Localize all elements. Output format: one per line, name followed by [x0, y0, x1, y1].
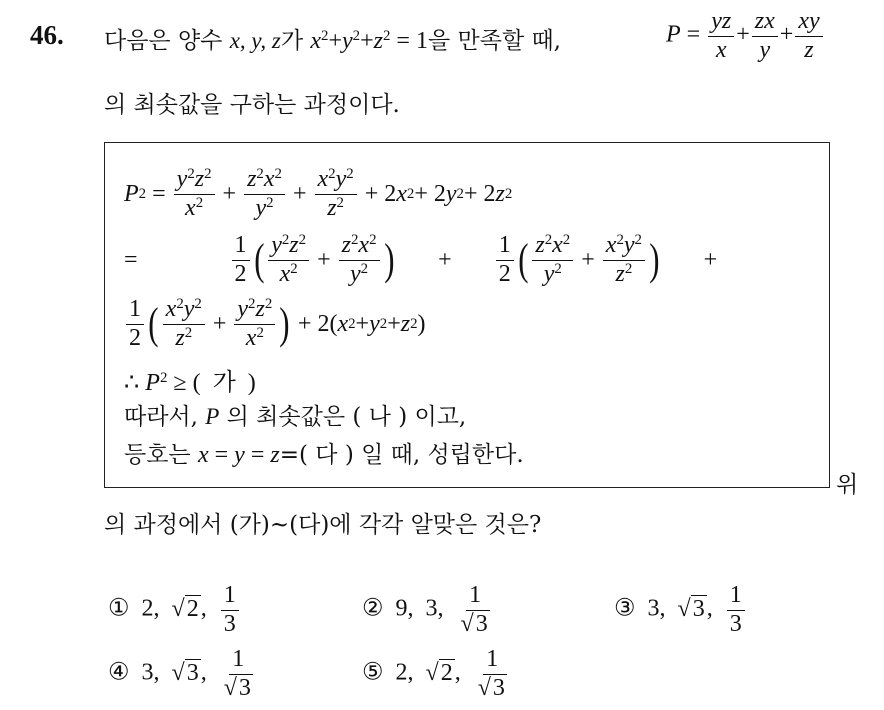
- intro-text-2: 가: [280, 28, 304, 54]
- box-line-ga: ∴ $P^2$ ≥ ( 가 ): [124, 369, 256, 396]
- constraint-equation: $x^2+y^2+z^2 = 1$: [310, 27, 428, 54]
- choice-2[interactable]: ② 9, 3, $\frac{1}{√3}$: [362, 582, 488, 637]
- choice-5[interactable]: ⑤ 2, √2, $\frac{1}{√3}$: [362, 646, 505, 701]
- vars-xyz: x, y, z: [229, 28, 281, 53]
- p-definition: P = $\frac{yz}{x}$ + $\frac{zx}{y}$ + $\frac{xy}{z}$: [666, 8, 825, 64]
- choice-b: 3,: [425, 595, 444, 622]
- choice-mark: ⑤: [362, 659, 384, 686]
- choice-mark: ①: [108, 595, 130, 622]
- choice-a: 2,: [141, 595, 160, 622]
- na-text-2: 의 최솟값은 (: [226, 404, 362, 430]
- sqrt-value: √2: [171, 595, 199, 622]
- choice-1[interactable]: ① 2, √2, $\frac{1}{3}$: [108, 582, 241, 638]
- intro-text-3: 을 만족할 때,: [427, 28, 561, 54]
- choice-mark: ④: [108, 659, 130, 686]
- intro-text-1: 다음은 양수: [104, 28, 223, 54]
- question-line-1: [104, 22, 561, 55]
- label-da: 다: [315, 442, 338, 468]
- choice-mark: ②: [362, 595, 384, 622]
- therefore-symbol: ∴: [124, 370, 140, 396]
- choice-4[interactable]: ④ 3, √3, $\frac{1}{√3}$: [108, 646, 251, 701]
- choice-a: 9,: [395, 595, 414, 622]
- question-line-2: 의 최솟값을 구하는 과정이다.: [104, 92, 400, 118]
- choice-a: 3,: [647, 595, 666, 622]
- da-text-1: 등호는: [124, 442, 191, 468]
- question-number: 46.: [30, 20, 64, 50]
- sqrt-value: √3: [677, 595, 705, 622]
- label-ga: 가: [212, 370, 236, 396]
- box-line-p-squared: P 2 = $\frac{y^2z^2}{x^2}$ + $\frac{z^2x^2}{y^2}$ + $\frac{x^2y^2}{z^2}$ + 2 x 2 + 2 y 2 + 2 z 2: [124, 165, 513, 221]
- na-text-3: ) 이고,: [398, 404, 467, 430]
- choice-mark: ③: [614, 595, 636, 622]
- choice-a: 3,: [141, 659, 160, 686]
- da-text-3: ) 일 때, 성립한다.: [344, 442, 524, 468]
- na-text-1: 따라서,: [124, 404, 198, 430]
- box-line-na: 따라서, P 의 최솟값은 ( 나 ) 이고,: [124, 404, 467, 430]
- sqrt-value: √2: [425, 659, 453, 686]
- box-line-grouped-2: $\frac{1}{2}$ ( $\frac{x^2y^2}{z^2}$ + $\frac{y^2z^2}{x^2}$ ) + 2( x 2 + y 2 + z 2 ): [124, 296, 426, 352]
- tail-word: 위: [836, 472, 859, 498]
- choice-a: 2,: [395, 659, 414, 686]
- sqrt-value: √3: [171, 659, 199, 686]
- da-text-2: =(: [279, 442, 308, 468]
- box-line-da: 등호는 x = y = z=( 다 ) 일 때, 성립한다.: [124, 442, 524, 468]
- choice-3[interactable]: ③ 3, √3, $\frac{1}{3}$: [614, 582, 747, 638]
- box-line-grouped: = $\frac{1}{2}$ ( $\frac{y^2z^2}{x^2}$ + $\frac{z^2x^2}{y^2}$ ) + $\frac{1}{2}$ ( $\frac{z^2x^2}{y^2}$ + $\frac{x^2y^2}{z^2}$ ) +: [124, 231, 718, 287]
- question-line-3: 의 과정에서 (가)~(다)에 각각 알맞은 것은?: [104, 512, 542, 538]
- label-na: 나: [368, 404, 391, 430]
